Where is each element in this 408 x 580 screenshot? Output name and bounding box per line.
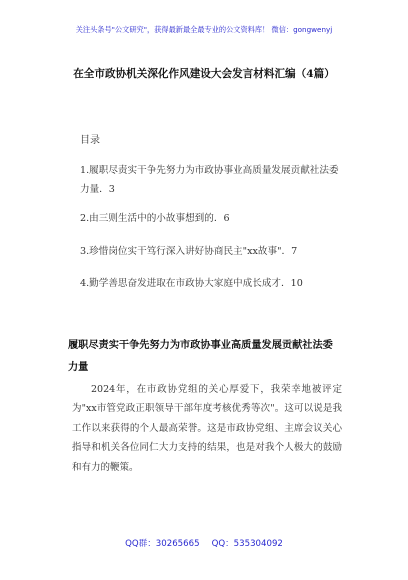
- toc-heading: 目录: [80, 135, 100, 146]
- footer-qq-group: QQ群：30265665: [125, 539, 200, 549]
- body-paragraph: 2024年，在市政协党组的关心厚爱下，我荣幸地被评定为"xx市管党政正职领导干部年度考核优秀等次"。这可以说是我工作以来获得的个人最高荣誉。这是市政协党组、主席会议关心指导和机关各位同仁大力支持的结果，也是对我个人极大的鼓励和有力的鞭策。: [72, 384, 342, 473]
- section-title: 履职尽责实干争先努力为市政协事业高质量发展贡献社法委力量: [68, 339, 333, 373]
- footer-qq: QQ：535304092: [211, 539, 283, 549]
- document-title: 在全市政协机关深化作风建设大会发言材料汇编（4篇）: [73, 68, 335, 80]
- toc-item: 1.履职尽责实干争先努力为市政协事业高质量发展贡献社法委力量．3: [80, 165, 339, 195]
- footer-contact: [0, 537, 408, 549]
- toc-item: 3.珍惜岗位实干笃行深入讲好协商民主"xx故事"．7: [80, 246, 298, 257]
- header-note: 关注头条号"公文研究"，获得最新最全最专业的公文资料库！ 微信：gongwenyj: [75, 25, 333, 34]
- toc-item: 2.由三则生活中的小故事想到的．6: [80, 213, 230, 224]
- toc-item: 4.勤学善思奋发进取在市政协大家庭中成长成才．10: [80, 278, 303, 289]
